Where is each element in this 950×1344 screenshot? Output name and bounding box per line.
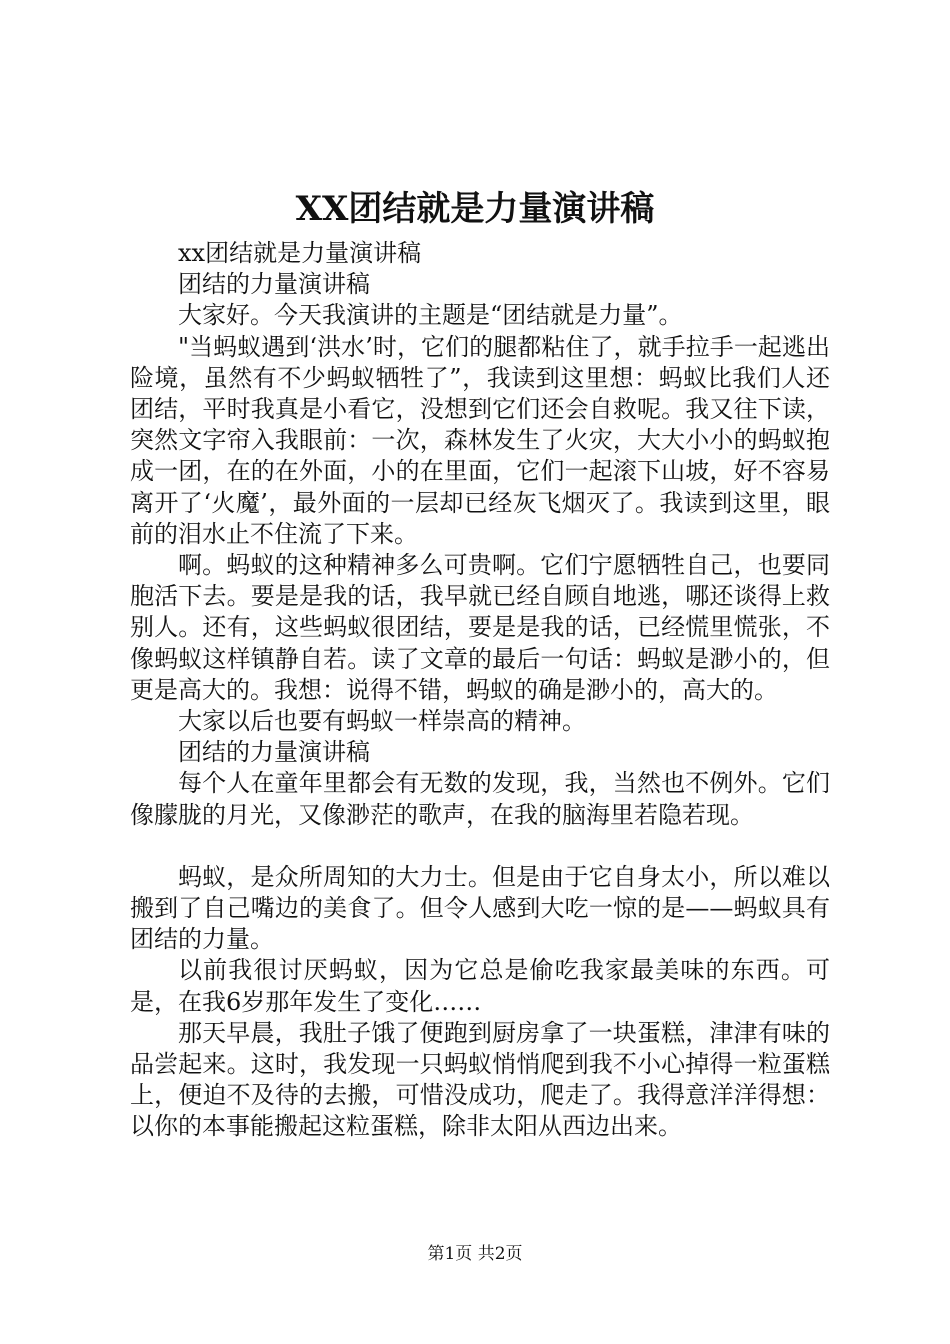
- paragraph: 蚂蚁，是众所周知的大力士。但是由于它自身太小，所以难以搬到了自己嘴边的美食了。但令人感到大吃一惊的是——蚂蚁具有团结的力量。: [130, 862, 830, 954]
- paragraph: 以前我很讨厌蚂蚁，因为它总是偷吃我家最美味的东西。可是，在我6岁那年发生了变化……: [130, 956, 830, 1016]
- paragraph: 大家好。今天我演讲的主题是“团结就是力量”。: [178, 301, 683, 330]
- paragraph: 团结的力量演讲稿: [178, 738, 370, 767]
- paragraph: 每个人在童年里都会有无数的发现，我，当然也不例外。它们像朦胧的月光，又像渺茫的歌声，在我的脑海里若隐若现。: [130, 769, 830, 829]
- paragraph: xx团结就是力量演讲稿: [178, 239, 422, 267]
- paragraph: 团结的力量演讲稿: [178, 270, 370, 299]
- document-title: XX团结就是力量演讲稿: [295, 189, 655, 229]
- paragraph: "当蚂蚁遇到‘洪水’时，它们的腿都粘住了，就手拉手一起逃出险境，虽然有不少蚂蚁牺牲了”，我读到这里想：蚂蚁比我们人还团结，平时我真是小看它，没想到它们还会自救呢。我又往下读，突然文字帘入我眼前：一次，森林发生了火灾，大大小小的蚂蚁抱成一团，在的在外面，小的在里面，它们一起滚下山坡，好不容易离开了‘火魔’，最外面的一层却已经灰飞烟灭了。我读到这里，眼前的泪水止不住流了下来。: [130, 332, 830, 548]
- paragraph: 大家以后也要有蚂蚁一样崇高的精神。: [178, 707, 586, 736]
- page-footer: 第1页 共2页: [427, 1244, 523, 1264]
- paragraph: 啊。蚂蚁的这种精神多么可贵啊。它们宁愿牺牲自己，也要同胞活下去。要是是我的话，我早就已经自顾自地逃，哪还谈得上救别人。还有，这些蚂蚁很团结，要是是我的话，已经慌里慌张，不像蚂蚁这样镇静自若。读了文章的最后一句话：蚂蚁是渺小的，但更是高大的。我想：说得不错，蚂蚁的确是渺小的，高大的。: [130, 551, 830, 704]
- paragraph-gap: [130, 831, 830, 862]
- document-body: [130, 238, 830, 1143]
- paragraph: 那天早晨，我肚子饿了便跑到厨房拿了一块蛋糕，津津有味的品尝起来。这时，我发现一只蚂蚁悄悄爬到我不小心掉得一粒蛋糕上，便迫不及待的去搬，可惜没成功，爬走了。我得意洋洋得想：以你的本事能搬起这粒蛋糕，除非太阳从西边出来。: [130, 1018, 830, 1141]
